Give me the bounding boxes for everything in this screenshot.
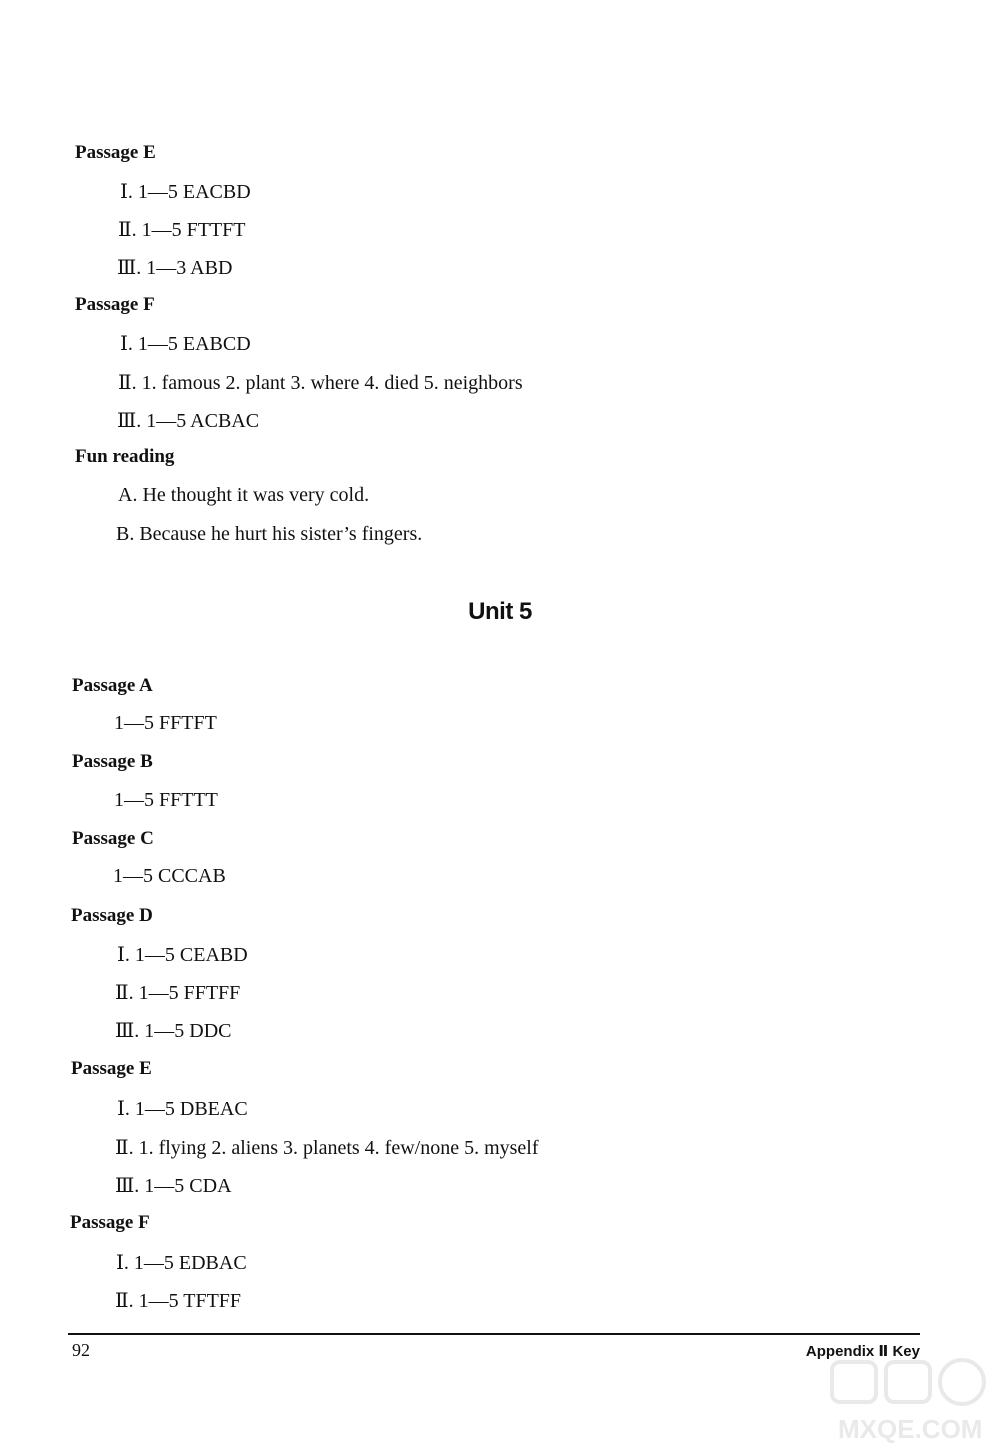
answer-line: Ⅱ. 1. famous 2. plant 3. where 4. died 5. neighbors bbox=[118, 372, 523, 394]
answer-line: 1—5 FFTTT bbox=[114, 789, 218, 811]
answer-line: Ⅰ. 1—5 EACBD bbox=[120, 181, 251, 203]
answer-line: Ⅰ. 1—5 CEABD bbox=[117, 944, 248, 966]
section-heading: Passage C bbox=[72, 828, 154, 849]
section-heading: Passage A bbox=[72, 675, 153, 696]
watermark-text: MXQE.COM bbox=[838, 1414, 983, 1444]
watermark-svg bbox=[830, 1356, 990, 1446]
unit-title: Unit 5 bbox=[468, 598, 532, 625]
section-heading: Passage D bbox=[71, 905, 153, 926]
answer-line: Ⅱ. 1—5 TFTFF bbox=[115, 1290, 242, 1312]
watermark-logo-icon bbox=[830, 1356, 990, 1446]
answer-line: A. He thought it was very cold. bbox=[118, 484, 370, 506]
answer-line: Ⅰ. 1—5 EABCD bbox=[120, 333, 251, 355]
answer-line: Ⅱ. 1. flying 2. aliens 3. planets 4. few/none 5. myself bbox=[115, 1137, 539, 1159]
page-number: 92 bbox=[72, 1340, 90, 1360]
answer-line: Ⅲ. 1—5 CDA bbox=[115, 1175, 232, 1197]
answer-line: Ⅱ. 1—5 FFTFF bbox=[115, 982, 241, 1004]
answer-line: B. Because he hurt his sister’s fingers. bbox=[116, 523, 423, 545]
section-heading: Passage E bbox=[75, 142, 156, 163]
answer-line: Ⅲ. 1—5 ACBAC bbox=[117, 410, 260, 432]
answer-line: Ⅰ. 1—5 EDBAC bbox=[116, 1252, 247, 1274]
footer-label: Appendix Ⅱ Key bbox=[805, 1343, 920, 1360]
answer-line: Ⅰ. 1—5 DBEAC bbox=[117, 1098, 248, 1120]
answer-line: Ⅲ. 1—3 ABD bbox=[117, 257, 233, 279]
section-heading: Fun reading bbox=[75, 446, 175, 467]
section-heading: Passage B bbox=[72, 751, 153, 772]
answer-line: Ⅲ. 1—5 DDC bbox=[115, 1020, 232, 1042]
answer-line: Ⅱ. 1—5 FTTFT bbox=[118, 219, 246, 241]
section-heading: Passage F bbox=[70, 1212, 150, 1233]
footer-divider bbox=[68, 1333, 920, 1335]
section-heading: Passage F bbox=[75, 294, 155, 315]
answer-line: 1—5 CCCAB bbox=[113, 865, 226, 887]
section-heading: Passage E bbox=[71, 1058, 152, 1079]
answer-line: 1—5 FFTFT bbox=[114, 712, 217, 734]
